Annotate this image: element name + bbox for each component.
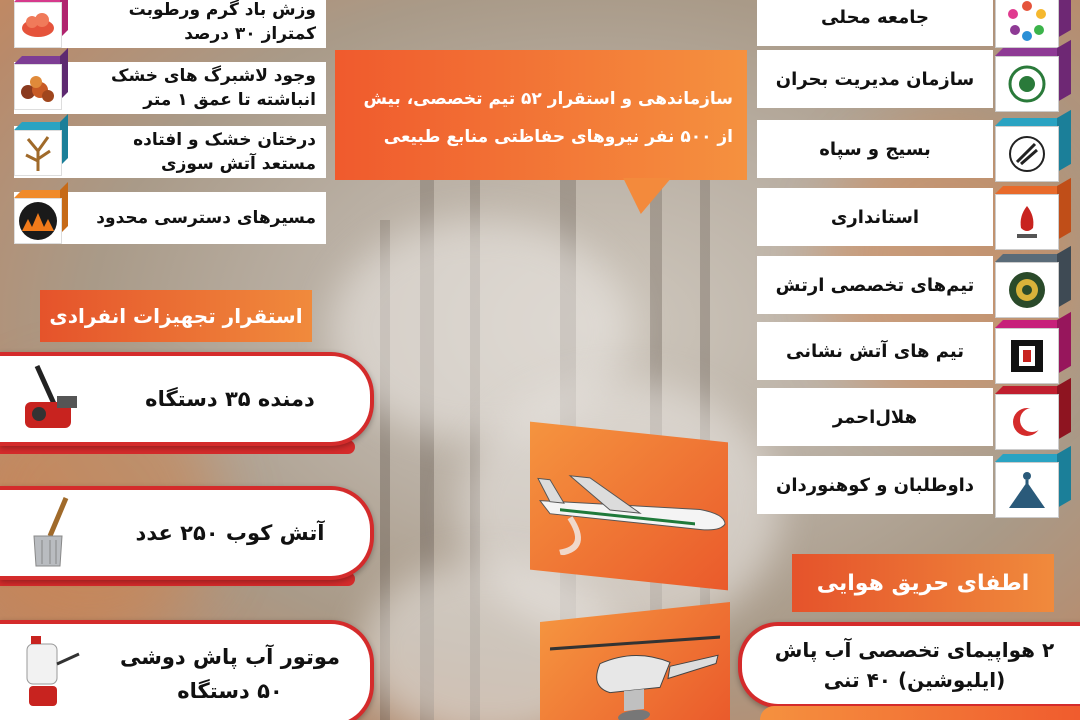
org-item xyxy=(757,50,993,108)
equipment-label: ۵۰ دستگاه xyxy=(177,679,283,703)
red-crescent-icon xyxy=(995,386,1075,448)
org-label: داوطلبان و کوهنوردان xyxy=(775,474,975,496)
org-item xyxy=(757,188,993,246)
org-label: استانداری xyxy=(830,206,920,228)
org-label: تیم‌های تخصصی ارتش xyxy=(775,274,975,296)
callout-line: سازماندهی و استقرار ۵۲ تیم تخصصی، بیش xyxy=(363,89,733,109)
backpack-sprayer-icon xyxy=(0,634,100,714)
equipment-label: موتور آب پاش دوشی xyxy=(119,645,341,669)
community-icon xyxy=(995,0,1075,46)
airplane-tile xyxy=(530,422,728,591)
callout-tail xyxy=(617,178,671,214)
hazard-line: انباشته تا عمق ۱ متر xyxy=(143,90,316,110)
air-banner xyxy=(792,554,1054,612)
equipment-label: دمنده ۳۵ دستگاه xyxy=(145,387,315,411)
hazard-line: کمتراز ۳۰ درصد xyxy=(184,24,316,44)
helicopter-icon xyxy=(540,616,730,720)
army-emblem-icon xyxy=(995,254,1075,316)
hazard-line: درختان خشک و افتاده xyxy=(133,130,316,150)
fire-department-icon xyxy=(995,320,1075,382)
equipment-item xyxy=(0,620,374,720)
org-item xyxy=(757,0,993,46)
airplane-icon xyxy=(530,452,728,577)
air-label: (ایلیوشین) ۴۰ تنی xyxy=(823,668,1006,692)
equipment-label: آتش کوب ۲۵۰ عدد xyxy=(135,521,325,545)
equipment-item xyxy=(0,486,374,580)
equipment-banner xyxy=(40,290,312,342)
org-label: جامعه محلی xyxy=(821,6,929,28)
hazard-line: وزش باد گرم ورطوبت xyxy=(128,0,316,20)
hazard-line: مسیرهای دسترسی محدود xyxy=(96,208,316,228)
air-item xyxy=(738,622,1080,708)
fire-swatter-icon xyxy=(0,493,100,573)
leaf-blower-icon xyxy=(0,359,100,439)
forest-fire-icon xyxy=(14,190,68,242)
hot-wind-icon xyxy=(14,0,68,46)
air-label: ۲ هواپیمای تخصصی آب پاش xyxy=(774,638,1055,662)
org-item xyxy=(757,456,993,514)
equipment-title: استقرار تجهیزات انفرادی xyxy=(49,304,303,328)
crisis-management-logo-icon xyxy=(995,48,1075,110)
callout-line: از ۵۰۰ نفر نیروهای حفاظتی منابع طبیعی xyxy=(383,127,733,147)
org-label: سازمان مدیریت بحران xyxy=(775,68,975,90)
hazard-line: مستعد آتش سوزی xyxy=(160,154,316,174)
org-label: تیم های آتش نشانی xyxy=(786,340,964,362)
basij-logo-icon xyxy=(995,118,1075,180)
helicopter-tile xyxy=(540,602,730,720)
callout-bubble xyxy=(335,50,747,180)
mountaineer-icon xyxy=(995,454,1075,516)
org-item xyxy=(757,388,993,446)
dry-tree-icon xyxy=(14,122,68,174)
org-item xyxy=(757,256,993,314)
org-label: هلال‌احمر xyxy=(832,406,918,428)
dry-leaves-icon xyxy=(14,56,68,108)
org-item xyxy=(757,322,993,380)
hazard-line: وجود لاشبرگ های خشک xyxy=(111,66,316,86)
org-label: بسیج و سپاه xyxy=(819,138,931,160)
org-item xyxy=(757,120,993,178)
air-title: اطفای حریق هوایی xyxy=(816,570,1030,596)
next-air-item-edge xyxy=(760,706,1080,720)
equipment-item xyxy=(0,352,374,446)
iran-emblem-icon xyxy=(995,186,1075,248)
